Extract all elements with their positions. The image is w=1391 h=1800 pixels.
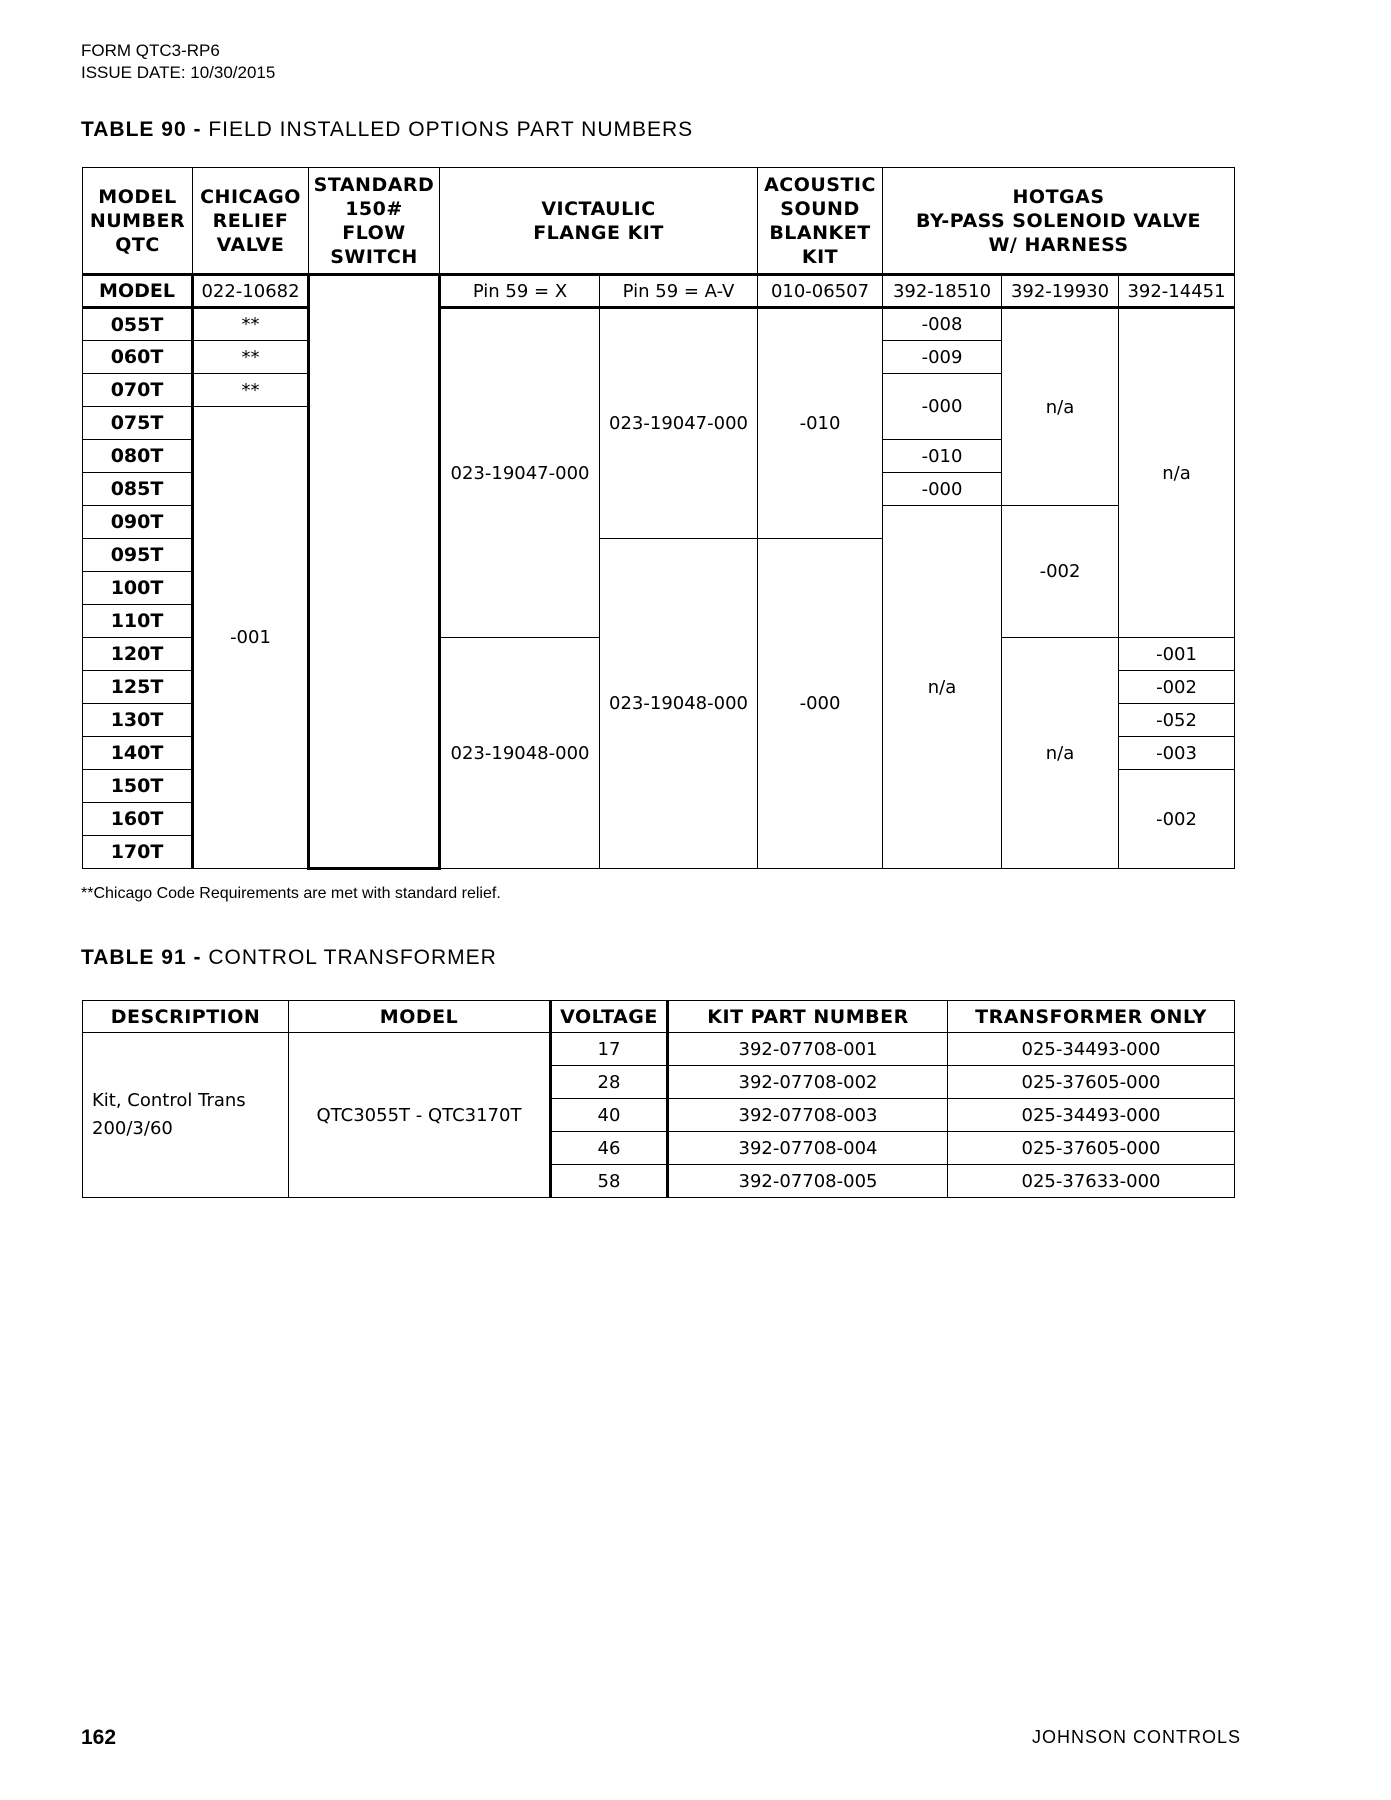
model-cell: 055T [83,308,193,341]
subheader-pin-x: Pin 59 = X [440,275,600,308]
table-91-number: TABLE 91 - [81,946,202,969]
model-cell: 060T [83,341,193,374]
hotgas-3-cell: n/a [1119,308,1235,638]
field-options-table [82,167,1235,870]
hotgas-1-cell: -000 [883,473,1002,506]
hotgas-3-cell: -002 [1119,671,1235,704]
kit-part-cell: 392-07708-004 [668,1132,948,1165]
header-victaulic: VICTAULIC FLANGE KIT [440,168,758,275]
hotgas-3-cell: -003 [1119,737,1235,770]
hotgas-3-cell: -002 [1119,770,1235,869]
subheader-pin-av: Pin 59 = A-V [600,275,758,308]
hotgas-2-cell: n/a [1002,308,1119,506]
chicago-cell: ** [193,341,309,374]
model-cell: 120T [83,638,193,671]
hotgas-1-cell: -009 [883,341,1002,374]
model-cell: 090T [83,506,193,539]
issue-date: ISSUE DATE: 10/30/2015 [81,63,276,82]
description-line-2: 200/3/60 [92,1118,173,1139]
model-cell: 070T [83,374,193,407]
header-description: DESCRIPTION [83,1001,289,1033]
transformer-cell: 025-37605-000 [948,1066,1235,1099]
hotgas-1-cell: -008 [883,308,1002,341]
voltage-cell: 40 [551,1099,668,1132]
chicago-cell: -001 [193,407,309,869]
header-acoustic: ACOUSTIC SOUND BLANKET KIT [758,168,883,275]
description-line-1: Kit, Control Trans [92,1090,246,1111]
table-90-footnote: **Chicago Code Requirements are met with standard relief. [81,885,501,902]
header-model-number: MODEL NUMBER QTC [83,168,193,275]
brand-name: JOHNSON CONTROLS [1032,1727,1242,1747]
table-91-title: CONTROL TRANSFORMER [208,946,497,969]
subheader-hotgas-2: 392-19930 [1002,275,1119,308]
header-model: MODEL [289,1001,551,1033]
subheader-hotgas-3: 392-14451 [1119,275,1235,308]
header-hotgas: HOTGAS BY-PASS SOLENOID VALVE W/ HARNESS [883,168,1235,275]
kit-part-cell: 392-07708-005 [668,1165,948,1198]
description-cell [83,1033,289,1198]
chicago-cell: ** [193,374,309,407]
model-cell: 170T [83,836,193,869]
kit-part-cell: 392-07708-002 [668,1066,948,1099]
header-voltage: VOLTAGE [551,1001,668,1033]
kit-part-cell: 392-07708-001 [668,1033,948,1066]
subheader-chicago: 022-10682 [193,275,309,308]
voltage-cell: 58 [551,1165,668,1198]
model-cell: 160T [83,803,193,836]
document-header [81,40,275,84]
kit-part-cell: 392-07708-003 [668,1099,948,1132]
acoustic-cell: -010 [758,308,883,539]
header-transformer-only: TRANSFORMER ONLY [948,1001,1235,1033]
pin-av-cell: 023-19047-000 [600,308,758,539]
transformer-cell: 025-37633-000 [948,1165,1235,1198]
control-transformer-table [82,1000,1235,1198]
header-flow-switch: STANDARD 150# FLOW SWITCH [309,168,440,275]
model-cell: 100T [83,572,193,605]
header-chicago-relief: CHICAGO RELIEF VALVE [193,168,309,275]
subheader-hotgas-1: 392-18510 [883,275,1002,308]
subheader-model: MODEL [83,275,193,308]
hotgas-2-cell: -002 [1002,506,1119,638]
chicago-cell: ** [193,308,309,341]
pin-x-cell: 023-19047-000 [440,308,600,638]
model-cell: 075T [83,407,193,440]
pin-av-cell: 023-19048-000 [600,539,758,869]
page-number: 162 [81,1726,117,1749]
hotgas-1-cell: n/a [883,506,1002,869]
subheader-acoustic: 010-06507 [758,275,883,308]
model-range-cell: QTC3055T - QTC3170T [289,1033,551,1198]
model-cell: 130T [83,704,193,737]
model-cell: 150T [83,770,193,803]
voltage-cell: 17 [551,1033,668,1066]
model-cell: 095T [83,539,193,572]
table-90-number: TABLE 90 - [81,118,202,141]
hotgas-3-cell: -052 [1119,704,1235,737]
hotgas-1-cell: -010 [883,440,1002,473]
hotgas-1-cell: -000 [883,374,1002,440]
table-90-caption [81,118,693,142]
flow-switch-cell [309,275,440,869]
voltage-cell: 28 [551,1066,668,1099]
model-cell: 125T [83,671,193,704]
form-number: FORM QTC3-RP6 [81,41,220,60]
hotgas-3-cell: -001 [1119,638,1235,671]
model-cell: 140T [83,737,193,770]
transformer-cell: 025-34493-000 [948,1099,1235,1132]
acoustic-cell: -000 [758,539,883,869]
header-kit-part-number: KIT PART NUMBER [668,1001,948,1033]
transformer-cell: 025-37605-000 [948,1132,1235,1165]
transformer-cell: 025-34493-000 [948,1033,1235,1066]
table-91-caption [81,946,497,970]
model-cell: 085T [83,473,193,506]
model-cell: 080T [83,440,193,473]
table-90-title: FIELD INSTALLED OPTIONS PART NUMBERS [208,118,694,141]
model-cell: 110T [83,605,193,638]
pin-x-cell: 023-19048-000 [440,638,600,869]
hotgas-2-cell: n/a [1002,638,1119,869]
voltage-cell: 46 [551,1132,668,1165]
